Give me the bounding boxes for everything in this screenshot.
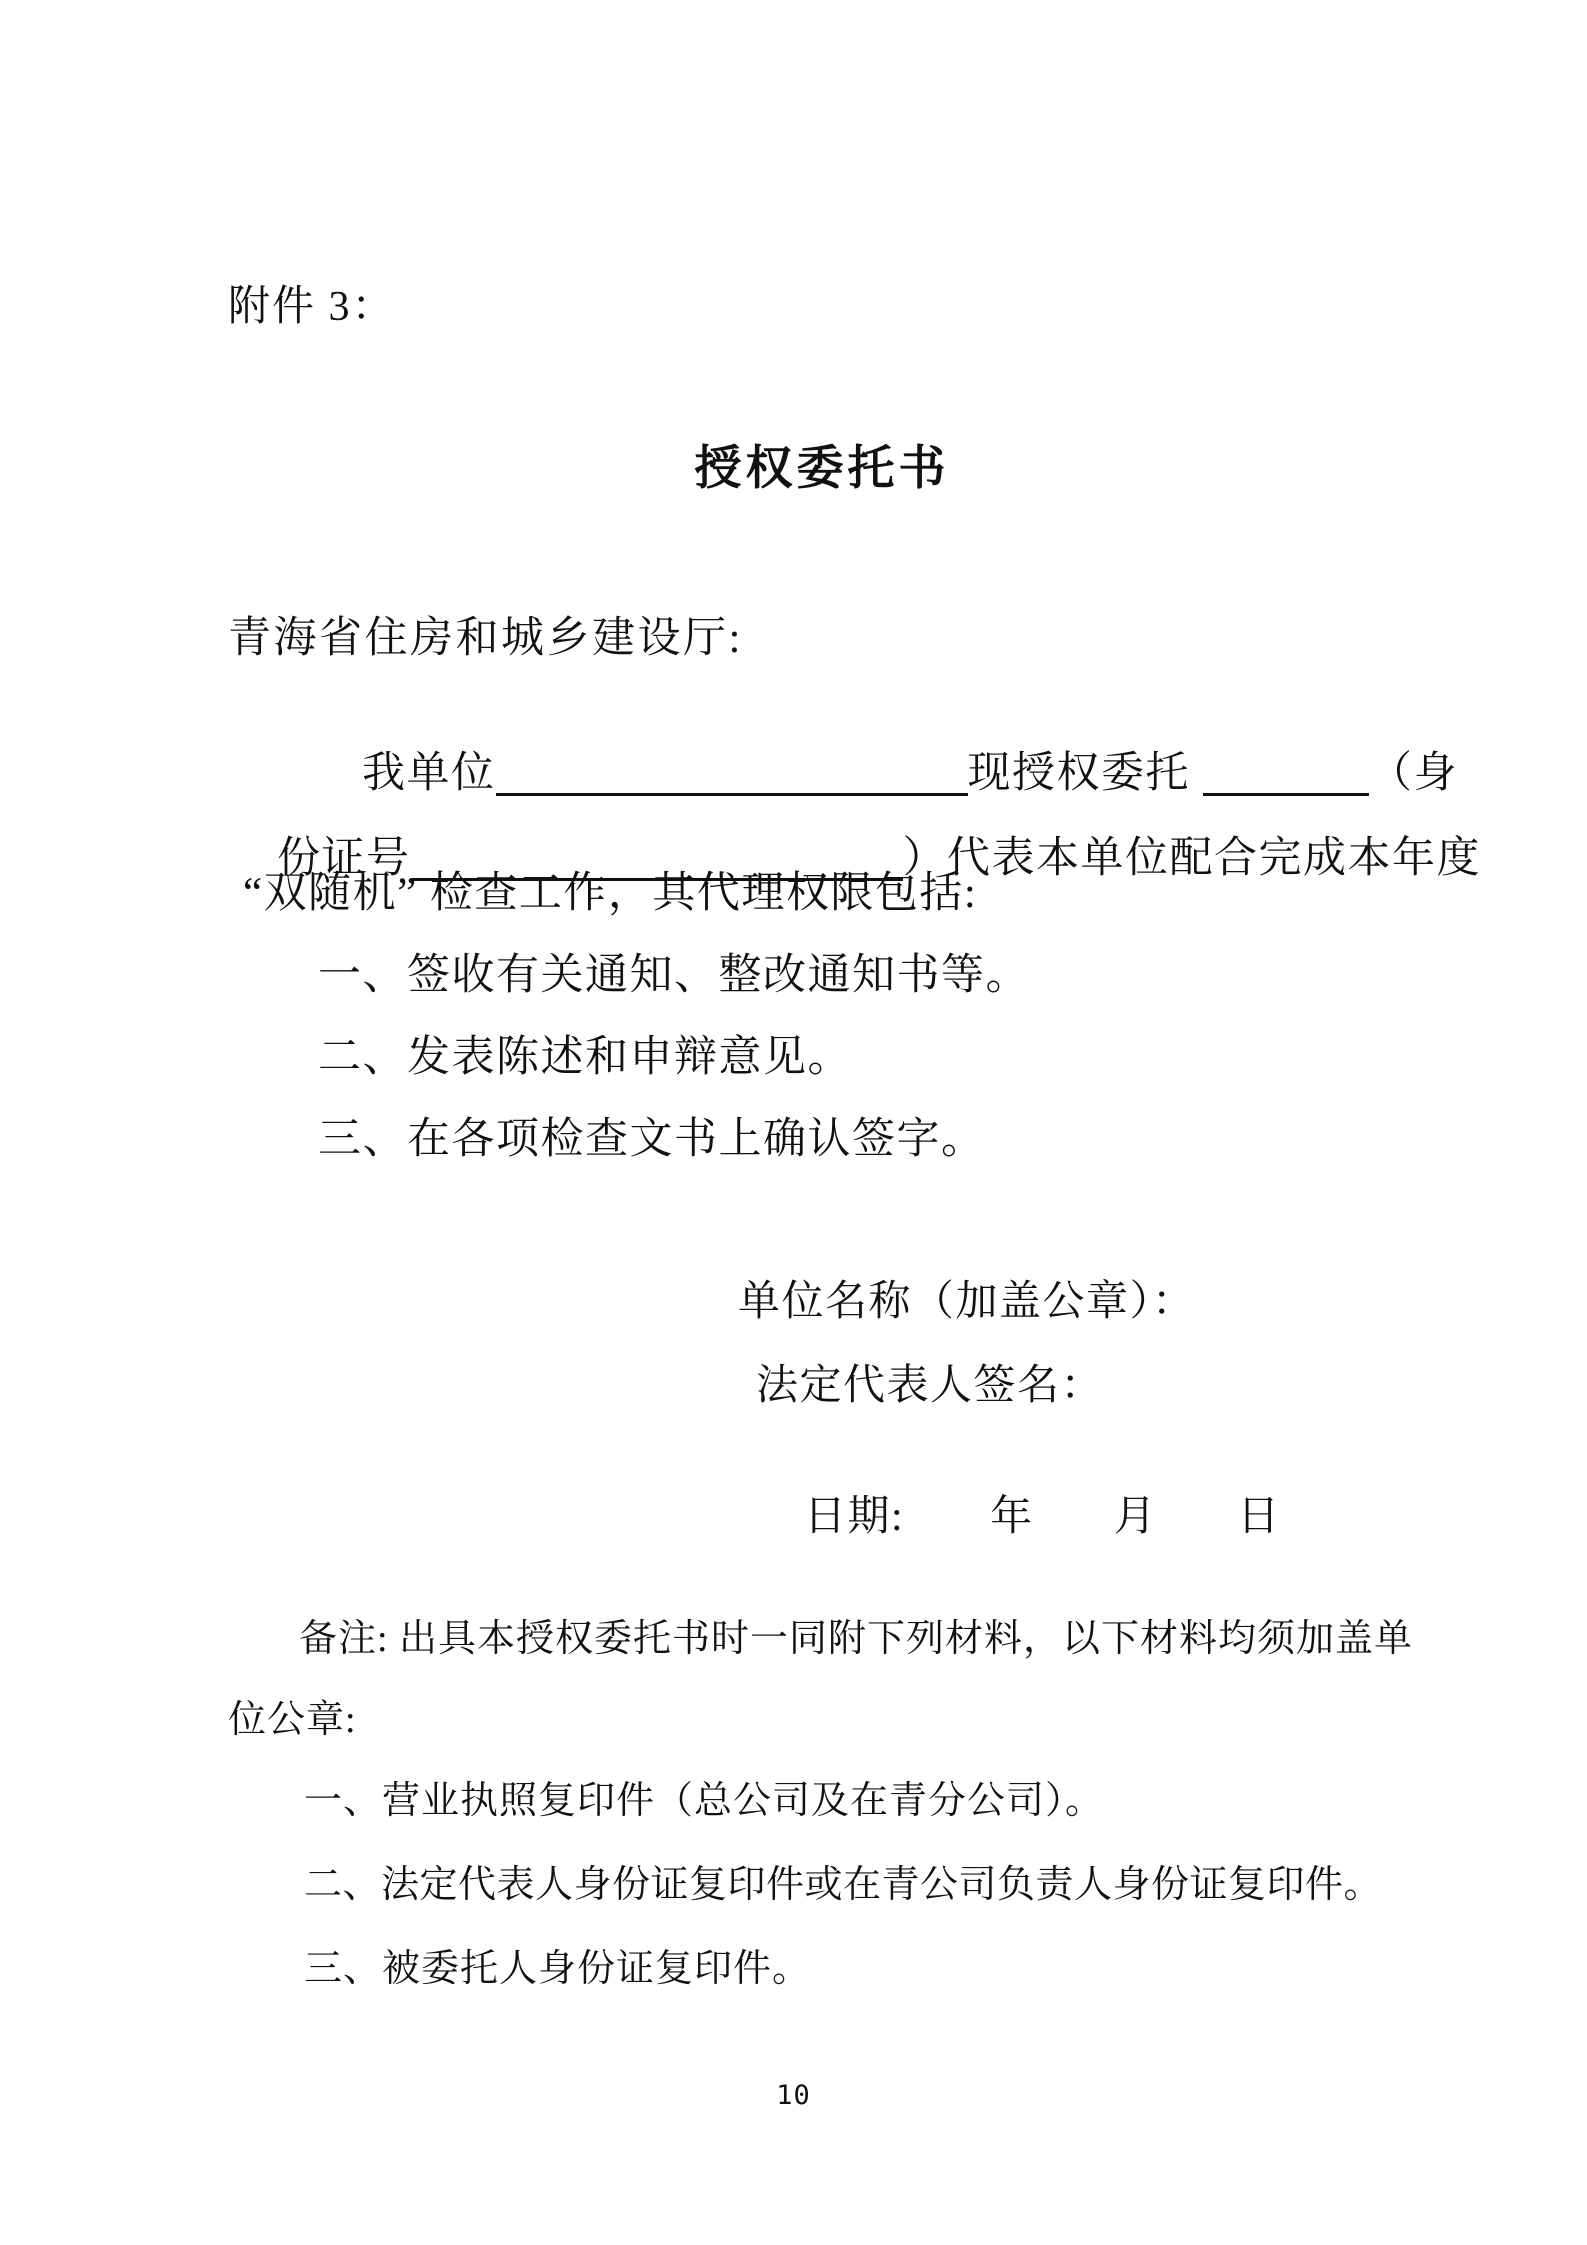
page-number: 10 bbox=[776, 2080, 811, 2111]
material-list-item-3: 三、被委托人身份证复印件。 bbox=[304, 1948, 812, 1990]
remark-line-2: 位公章: bbox=[228, 1699, 357, 1741]
body-line1-tail-text: （身 bbox=[1369, 750, 1458, 798]
material-list-item-2: 二、法定代表人身份证复印件或在青公司负责人身份证复印件。 bbox=[304, 1864, 1383, 1906]
authority-list-item-3: 三、在各项检查文书上确认签字。 bbox=[318, 1116, 986, 1163]
authority-list-item-1: 一、签收有关通知、整改通知书等。 bbox=[318, 952, 1030, 999]
body-line1-mid-text: 现授权委托 bbox=[967, 750, 1190, 798]
signature-date-line bbox=[756, 1445, 1281, 1590]
body-line2-lead-text: 份证号 bbox=[277, 835, 411, 883]
body-line1-lead-text: 我单位 bbox=[362, 750, 496, 798]
signature-legal-representative-label: 法定代表人签名： bbox=[756, 1363, 1105, 1409]
remark-line-1: 备注: 出具本授权委托书时一同附下列材料，以下材料均须加盖单 bbox=[299, 1618, 1414, 1660]
body-paragraph-line-3: “双随机” 检查工作，其代理权限包括: bbox=[243, 870, 978, 917]
date-label: 日期: bbox=[804, 1494, 905, 1541]
month-label: 月 bbox=[1113, 1494, 1158, 1541]
document-title: 授权委托书 bbox=[694, 443, 950, 495]
authority-list-item-2: 二、发表陈述和申辩意见。 bbox=[318, 1034, 852, 1081]
attachment-label: 附件 3： bbox=[228, 284, 396, 330]
year-label: 年 bbox=[990, 1494, 1034, 1541]
body-line2-tail-text: ）代表本单位配合完成本年度 bbox=[902, 835, 1481, 883]
day-label: 日 bbox=[1237, 1494, 1281, 1541]
salutation-line: 青海省住房和城乡建设厅: bbox=[228, 615, 743, 662]
material-list-item-1: 一、营业执照复印件（总公司及在青分公司）。 bbox=[304, 1780, 1105, 1822]
signature-company-name-label: 单位名称（加盖公章）： bbox=[738, 1279, 1196, 1325]
